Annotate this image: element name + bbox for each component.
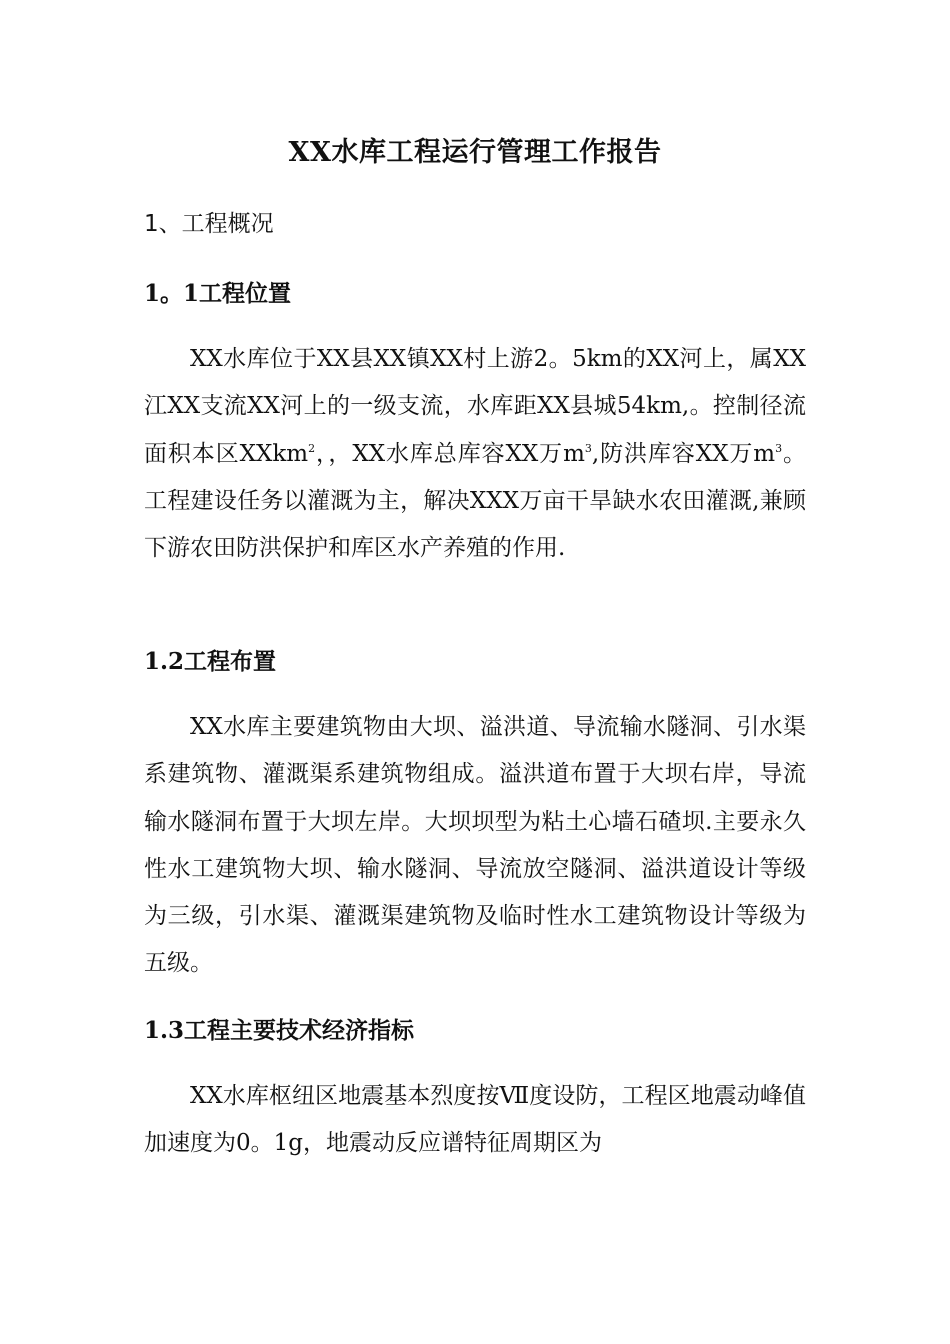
section-heading-layout: 1.2工程布置 xyxy=(144,648,277,675)
superscript-area-unit: 2 xyxy=(308,441,316,455)
location-text-part-2: ，，XX水库总库容XX万m xyxy=(315,440,585,467)
paragraph-layout: XX水库主要建筑物由大坝、溢洪道、导流输水隧洞、引水渠系建筑物、灌溉渠系建筑物组成。溢洪道布置于大坝右岸，导流输水隧洞布置于大坝左岸。大坝坝型为粘土心墙石碴坝.主要永久性水工建筑物大坝、输水隧洞、导流放空隧洞、溢洪道设计等级为三级，引水渠、灌溉渠建筑物及临时性水工建筑物设计等级为五级。 xyxy=(144,714,806,977)
document-title: XX水库工程运行管理工作报告 xyxy=(288,137,662,168)
location-text-part-1: XX水库位于XX县XX镇XX村上游2。5km的XX河上，属XX江XX支流XX河上的一级支流，水库距XX县城54km,。控制径流面积本区XXkm xyxy=(144,346,806,467)
location-text-part-3: ,防洪库容XX万m xyxy=(591,440,776,467)
location-text-part-4: 。工程建设任务以灌溉为主，解决XXX万亩干旱缺水农田灌溉,兼顾下游农田防洪保护和库区水产养殖的作用. xyxy=(144,440,806,562)
section-heading-overview: 1、工程概况 xyxy=(144,211,274,237)
paragraph-location xyxy=(144,336,806,572)
section-heading-location: 1。1工程位置 xyxy=(144,280,292,307)
superscript-volume-unit-1: 3 xyxy=(584,441,592,455)
superscript-volume-unit-2: 3 xyxy=(775,441,783,455)
section-heading-indicators: 1.3工程主要技术经济指标 xyxy=(144,1017,415,1044)
paragraph-indicators: XX水库枢纽区地震基本烈度按Ⅶ度设防，工程区地震动峰值加速度为0。1g，地震动反应谱特征周期区为 xyxy=(144,1083,806,1157)
